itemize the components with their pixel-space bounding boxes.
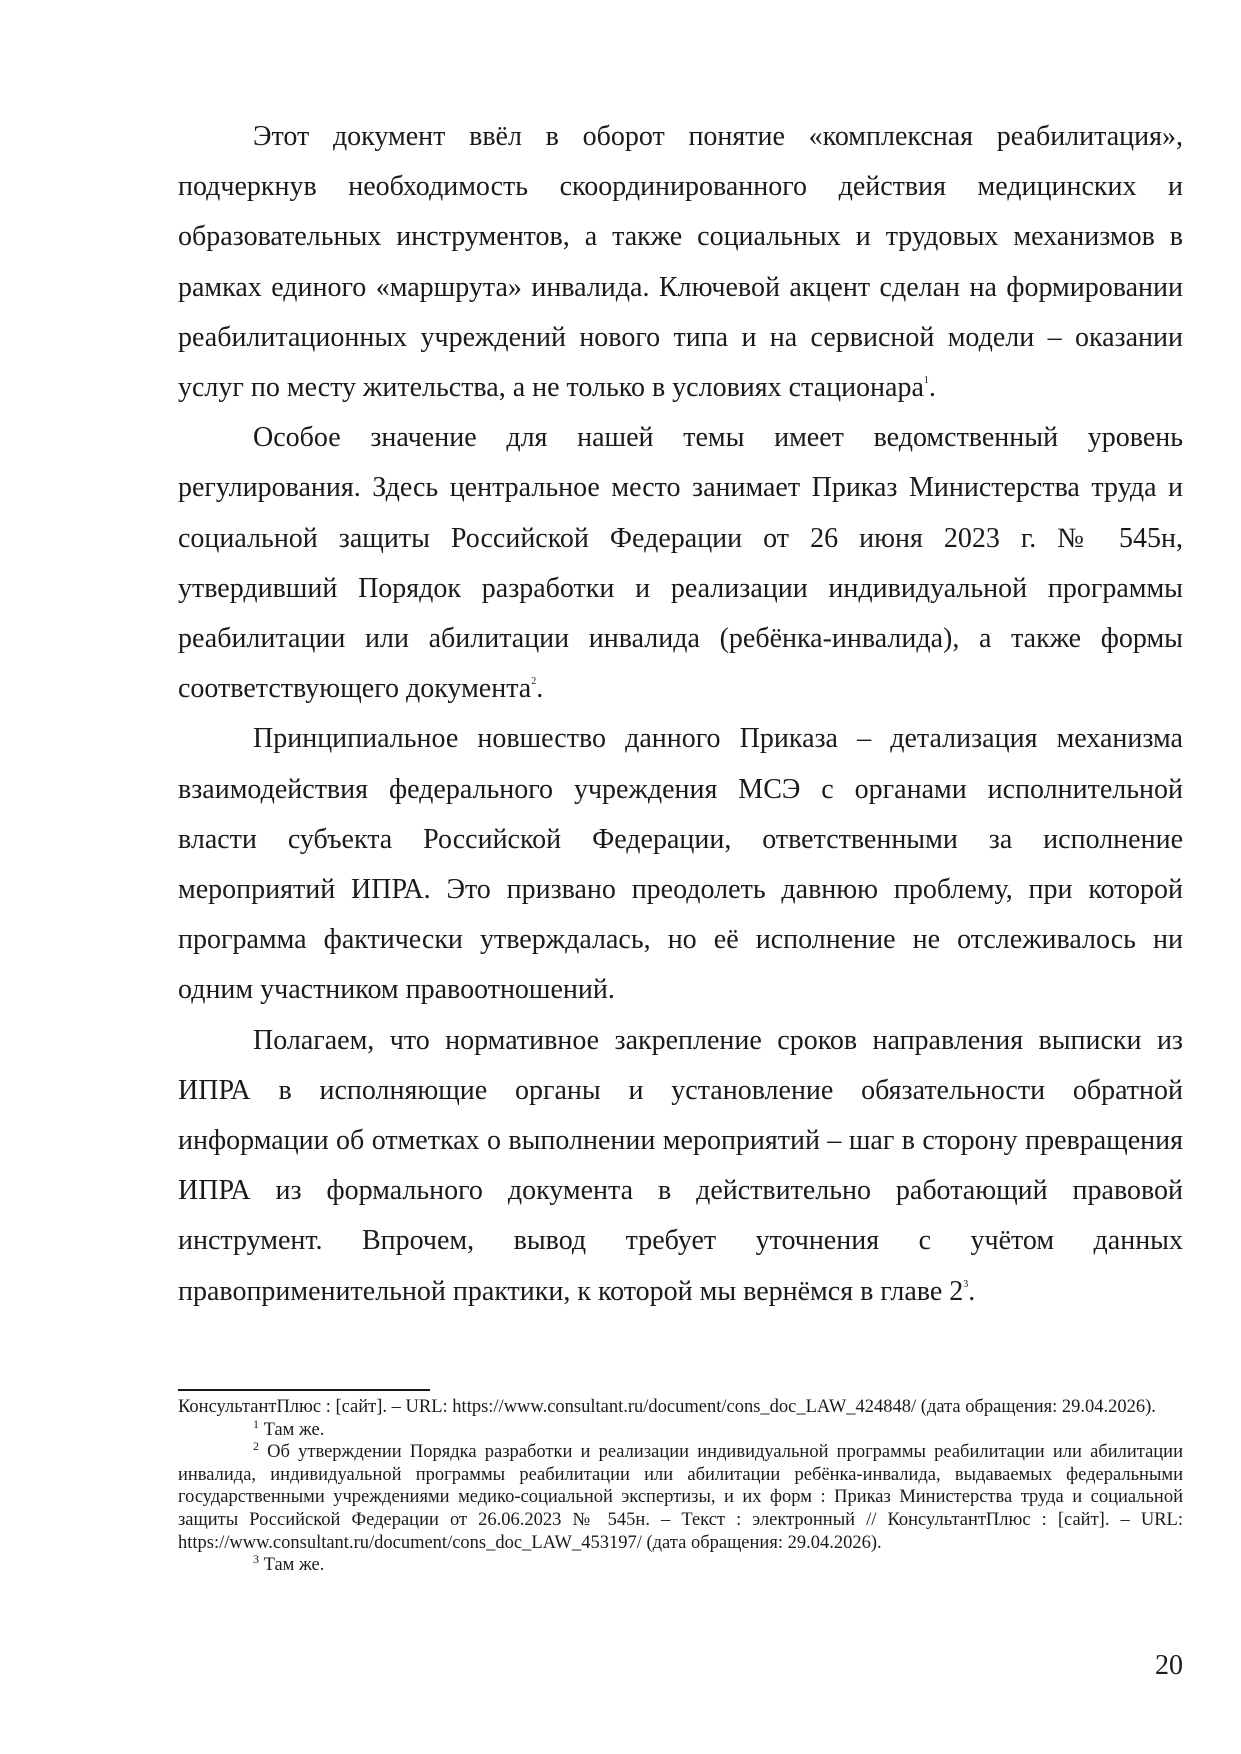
paragraph: Принципиальное новшество данного Приказа – детализация механизма взаимодействия федерального учреждения МСЭ с органами исполнительной власти субъекта Российской Федерации, ответственными за исполнение мероприятий ИПРА. Это призвано преодолеть давнюю проблему, при которой программа фактически утверждалась, но её исполнение не отслеживалось ни одним участником правоотношений. xyxy=(178,723,1183,1006)
paragraph: Этот документ ввёл в оборот понятие «комплексная реабилитация», подчеркнув необходимость скоординированного действия медицинских и образовательных инструментов, а также социальных и трудовых механизмов в рамках единого «маршрута» инвалида. Ключевой акцент сделан на формировании реабилитационных учреждений нового типа и на сервисной модели – оказании услуг по месту жительства, а не только в условиях стационара$^1$. xyxy=(178,121,1183,404)
footnote-text: Там же. xyxy=(259,1419,325,1440)
footnote-continuation: КонсультантПлюс : [сайт]. – URL: https://www.consultant.ru/document/cons_doc_LAW_424848/ (дата обращения: 29.04.2026). xyxy=(178,1397,1156,1417)
footnote-number: 1 xyxy=(253,1416,259,1431)
main-text xyxy=(178,112,1183,1317)
footnote-text: Там же. xyxy=(259,1555,325,1576)
footnote-number: 3 xyxy=(253,1552,259,1567)
footnote-reference[interactable]: 1 xyxy=(923,375,929,387)
footnote-number: 2 xyxy=(253,1439,259,1454)
footnote-text: Об утверждении Порядка разработки и реализации индивидуальной программы реабилитации или абилитации инвалида, индивидуальной программы реабилитации или абилитации ребёнка-инвалида, выдаваемых федеральными государственными учреждениями медико-социальной экспертизы, и их форм : Приказ Министерства труда и социальной защиты Российской Федерации от 26.06.2023 № 545н. – Текст : электронный // КонсультантПлюс : [сайт]. – URL: https://www.consultant.ru/document/cons_doc_LAW_453197/ (дата обращения: 29.04.2026). xyxy=(178,1442,1183,1553)
footnote xyxy=(178,1416,1183,1442)
footnote xyxy=(178,1554,1183,1577)
footnote-reference[interactable]: 3 xyxy=(963,1278,969,1290)
footnotes xyxy=(178,1396,1183,1577)
footnote xyxy=(178,1441,1183,1554)
footnote-reference[interactable]: 2 xyxy=(531,676,537,688)
page-number: 20 xyxy=(1155,1650,1183,1681)
footnote-separator xyxy=(178,1389,430,1391)
paragraph: Особое значение для нашей темы имеет ведомственный уровень регулирования. Здесь центральное место занимает Приказ Министерства труда и социальной защиты Российской Федерации от 26 июня 2023 г. № 545н, утвердивший Порядок разработки и реализации индивидуальной программы реабилитации или абилитации инвалида (ребёнка-инвалида), а также формы соответствующего документа$^2$. xyxy=(178,422,1183,705)
paragraph: Полагаем, что нормативное закрепление сроков направления выписки из ИПРА в исполняющие органы и установление обязательности обратной информации об отметках о выполнении мероприятий – шаг в сторону превращения ИПРА из формального документа в действительно работающий правовой инструмент. Впрочем, вывод требует уточнения с учётом данных правоприменительной практики, к которой мы вернёмся в главе 2$^3$. xyxy=(178,1024,1183,1307)
